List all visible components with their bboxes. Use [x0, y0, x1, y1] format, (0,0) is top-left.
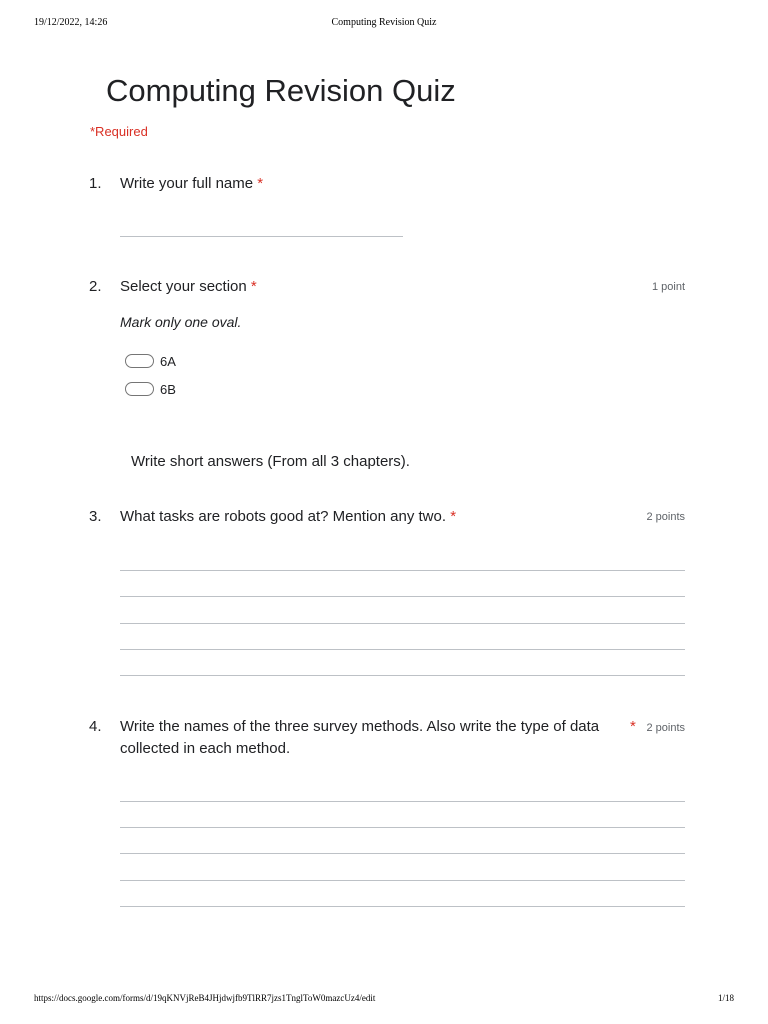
answer-line[interactable] [120, 827, 685, 828]
name-answer-field[interactable] [120, 236, 403, 237]
question-2-text [120, 276, 257, 298]
option-6b[interactable] [125, 381, 176, 397]
question-1-label: Write your full name [120, 175, 254, 192]
answer-line[interactable] [120, 649, 685, 650]
question-2-points: 1 point [651, 281, 685, 293]
question-3-label: What tasks are robots good at? Mention any two. [120, 508, 447, 525]
question-4-line-1: Write the names of the three survey methods. Also write the type of data [120, 718, 600, 735]
required-star: * [450, 508, 457, 525]
question-3-text [120, 506, 456, 528]
answer-line[interactable] [120, 570, 685, 571]
question-1-text [120, 173, 263, 195]
option-6a[interactable] [125, 353, 176, 369]
required-star: * [630, 718, 636, 735]
print-url: https://docs.google.com/forms/d/19qKNVjReB4JHjdwjfb9TlRR7jzs1TnglToW0mazcUz4/edit [34, 993, 376, 1003]
answer-line[interactable] [120, 675, 685, 676]
answer-line[interactable] [120, 596, 685, 597]
question-1-number: 1. [89, 175, 102, 192]
required-star: * [257, 175, 264, 192]
question-2-label: Select your section [120, 278, 247, 295]
form-title: Computing Revision Quiz [106, 73, 456, 108]
question-4-number: 4. [89, 718, 102, 735]
required-note: *Required [90, 124, 148, 139]
question-4-points: 2 points [646, 722, 685, 734]
answer-line[interactable] [120, 906, 685, 907]
answer-line[interactable] [120, 880, 685, 881]
print-title: Computing Revision Quiz [331, 17, 437, 28]
radio-oval[interactable] [125, 382, 154, 396]
option-6b-label: 6B [160, 381, 176, 397]
question-4-line-2: collected in each method. [120, 740, 291, 757]
answer-line[interactable] [120, 853, 685, 854]
option-6a-label: 6A [160, 353, 176, 369]
question-4-text [120, 716, 599, 760]
question-2-number: 2. [89, 278, 102, 295]
page-number: 1/18 [717, 993, 734, 1003]
print-datetime: 19/12/2022, 14:26 [34, 17, 108, 28]
answer-line[interactable] [120, 623, 685, 624]
answer-line[interactable] [120, 801, 685, 802]
question-3-number: 3. [89, 508, 102, 525]
radio-oval[interactable] [125, 354, 154, 368]
question-2-hint: Mark only one oval. [120, 314, 242, 330]
section-description: Write short answers (From all 3 chapters). [131, 453, 410, 470]
required-star: * [250, 278, 257, 295]
question-3-points: 2 points [646, 511, 685, 523]
